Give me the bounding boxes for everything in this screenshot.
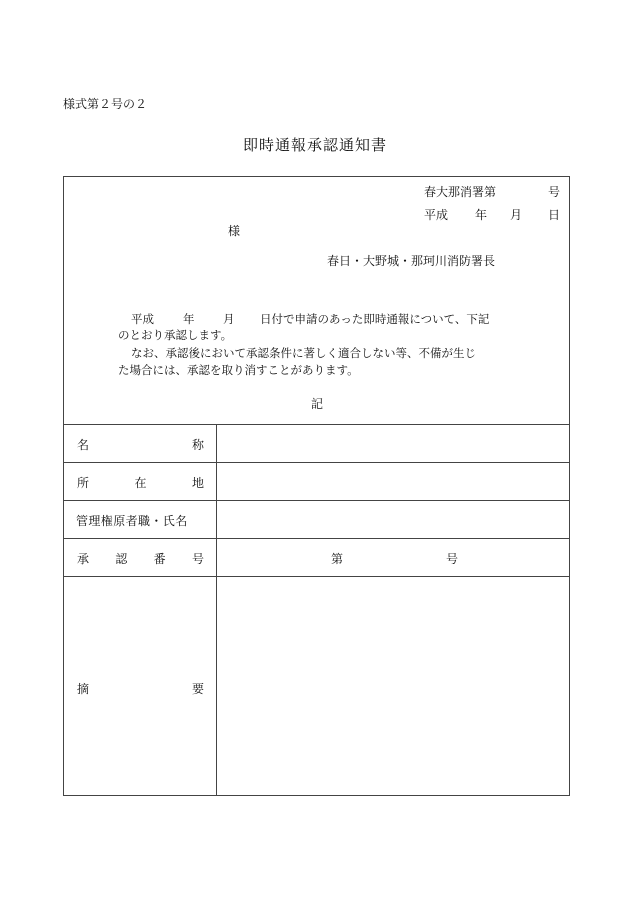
approval-number-suffix: 号 (446, 552, 459, 566)
body-line4: た場合には、承認を取り消すことがあります。 (118, 363, 359, 377)
document-title: 即時通報承認通知書 (242, 136, 387, 154)
body-line2: のとおり承認します。 (118, 328, 233, 342)
body-year: 年 (183, 312, 195, 326)
doc-number-suffix: 号 (548, 185, 561, 199)
location-label: 所 在 地 (77, 476, 204, 490)
body-era: 平成 (131, 312, 154, 326)
date-year: 年 (475, 208, 488, 222)
name-label: 名 称 (77, 438, 204, 452)
summary-label: 摘 要 (77, 682, 204, 696)
date-era: 平成 (424, 208, 449, 222)
summary-value-field[interactable] (218, 577, 568, 795)
date-day: 日 (548, 208, 561, 222)
addressee-suffix: 様 (228, 224, 241, 238)
approval-number-prefix: 第 (331, 552, 344, 566)
manager-label: 管理権原者職・氏名 (76, 514, 188, 528)
column-divider (216, 424, 217, 796)
row-divider (63, 538, 570, 539)
body-line3: なお、承認後において承認条件に著しく適合しない等、不備が生じ (131, 346, 476, 360)
name-value-field[interactable] (218, 425, 568, 461)
ki-mark: 記 (311, 397, 324, 411)
manager-value-field[interactable] (218, 501, 568, 537)
body-month: 月 (223, 312, 235, 326)
approval-number-label: 承 認 番 号 (77, 552, 204, 566)
form-number: 様式第２号の２ (63, 97, 148, 111)
location-value-field[interactable] (218, 463, 568, 499)
sender-name: 春日・大野城・那珂川消防署長 (327, 254, 496, 268)
body-line1-rest: 日付で申請のあった即時通報について、下記 (260, 312, 490, 326)
doc-number-prefix: 春大那消署第 (424, 185, 497, 199)
date-month: 月 (510, 208, 523, 222)
